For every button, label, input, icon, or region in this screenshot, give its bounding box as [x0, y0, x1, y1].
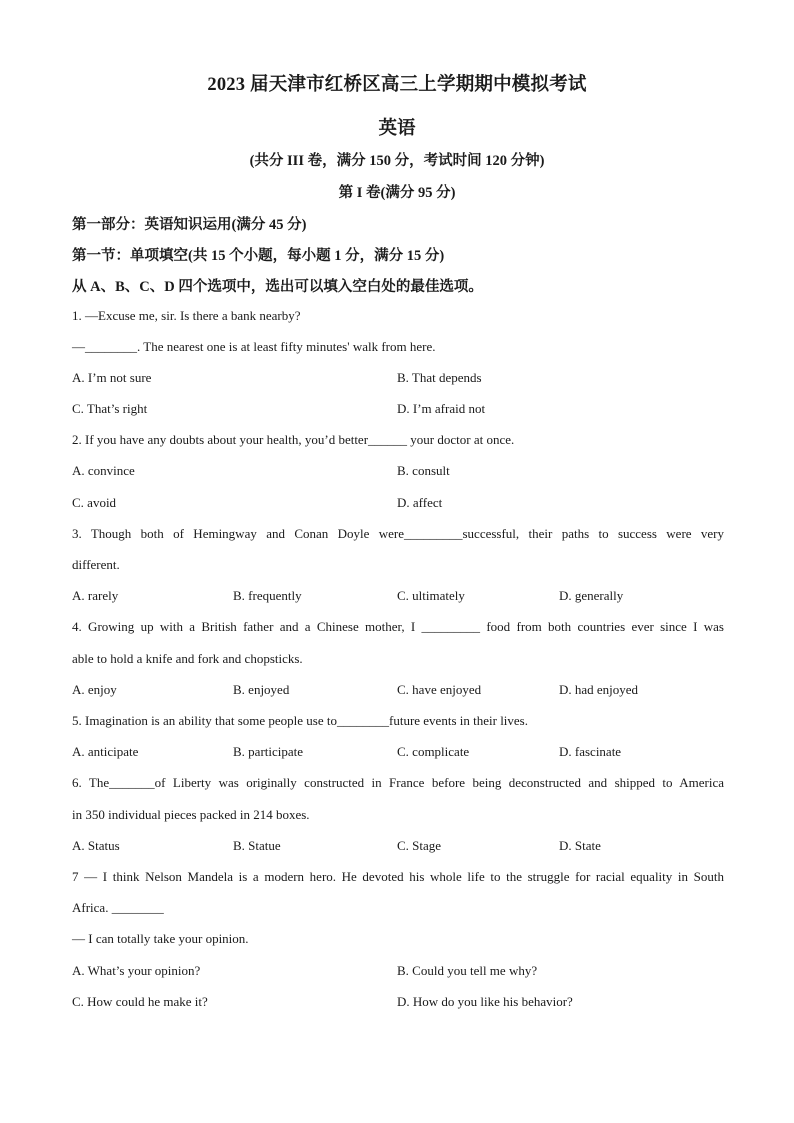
q1-option-a: A. I’m not sure	[72, 370, 152, 385]
question-7-line-1: 7 — I think Nelson Mandela is a modern hero. He devoted his whole life to the struggle for racial equality in South	[72, 869, 724, 884]
volume-heading: 第 I 卷(满分 95 分)	[338, 185, 456, 201]
q3-option-c: C. ultimately	[397, 588, 465, 603]
question-3-line-1: 3. Though both of Hemingway and Conan Doyle were_________successful, their paths to success were very	[72, 526, 724, 541]
q7-option-b: B. Could you tell me why?	[397, 963, 538, 978]
q2-option-b: B. consult	[397, 463, 450, 478]
question-3-line-2: different.	[72, 557, 120, 572]
q3-option-b: B. frequently	[233, 588, 302, 603]
question-4-line-1: 4. Growing up with a British father and a Chinese mother, I _________ food from both countries ever since I was	[72, 619, 724, 634]
question-6-line-1: 6. The_______of Liberty was originally constructed in France before being deconstructed and shipped to America	[72, 775, 724, 790]
q6-option-d: D. State	[559, 838, 601, 853]
question-5-line-1: 5. Imagination is an ability that some people use to________future events in their lives.	[72, 713, 528, 728]
q5-option-b: B. participate	[233, 744, 304, 759]
question-7-line-2: Africa. ________	[72, 900, 164, 915]
q7-option-a: A. What’s your opinion?	[72, 963, 201, 978]
q5-option-c: C. complicate	[397, 744, 470, 759]
q6-option-b: B. Statue	[233, 838, 281, 853]
question-4-line-2: able to hold a knife and fork and chopsticks.	[72, 651, 303, 666]
question-7-line-3: — I can totally take your opinion.	[72, 931, 249, 946]
q7-option-d: D. How do you like his behavior?	[397, 994, 573, 1009]
question-2-line-1: 2. If you have any doubts about your health, you’d better______ your doctor at once.	[72, 432, 515, 447]
part-heading: 第一部分：英语知识运用(满分 45 分)	[72, 217, 307, 233]
question-1-line-2: —________. The nearest one is at least fifty minutes' walk from here.	[72, 339, 436, 354]
q5-option-a: A. anticipate	[72, 744, 139, 759]
subject-title: 英语	[378, 119, 416, 139]
exam-title: 2023 届天津市红桥区高三上学期期中模拟考试	[207, 75, 587, 95]
q4-option-b: B. enjoyed	[233, 682, 290, 697]
q4-option-c: C. have enjoyed	[397, 682, 482, 697]
q1-option-c: C. That’s right	[72, 401, 148, 416]
exam-note: (共分 III 卷，满分 150 分，考试时间 120 分钟)	[249, 153, 545, 169]
section-heading: 第一节：单项填空(共 15 个小题，每小题 1 分，满分 15 分)	[72, 248, 445, 264]
q2-option-d: D. affect	[397, 495, 443, 510]
q2-option-c: C. avoid	[72, 495, 117, 510]
q6-option-c: C. Stage	[397, 838, 442, 853]
q5-option-d: D. fascinate	[559, 744, 622, 759]
q6-option-a: A. Status	[72, 838, 120, 853]
q4-option-a: A. enjoy	[72, 682, 117, 697]
q3-option-a: A. rarely	[72, 588, 119, 603]
q3-option-d: D. generally	[559, 588, 624, 603]
q2-option-a: A. convince	[72, 463, 135, 478]
instruction: 从 A、B、C、D 四个选项中，选出可以填入空白处的最佳选项。	[72, 279, 483, 295]
question-1-line-1: 1. —Excuse me, sir. Is there a bank nearby?	[72, 308, 301, 323]
q1-option-d: D. I’m afraid not	[397, 401, 486, 416]
question-6-line-2: in 350 individual pieces packed in 214 boxes.	[72, 807, 310, 822]
q1-option-b: B. That depends	[397, 370, 482, 385]
q7-option-c: C. How could he make it?	[72, 994, 208, 1009]
q4-option-d: D. had enjoyed	[559, 682, 639, 697]
